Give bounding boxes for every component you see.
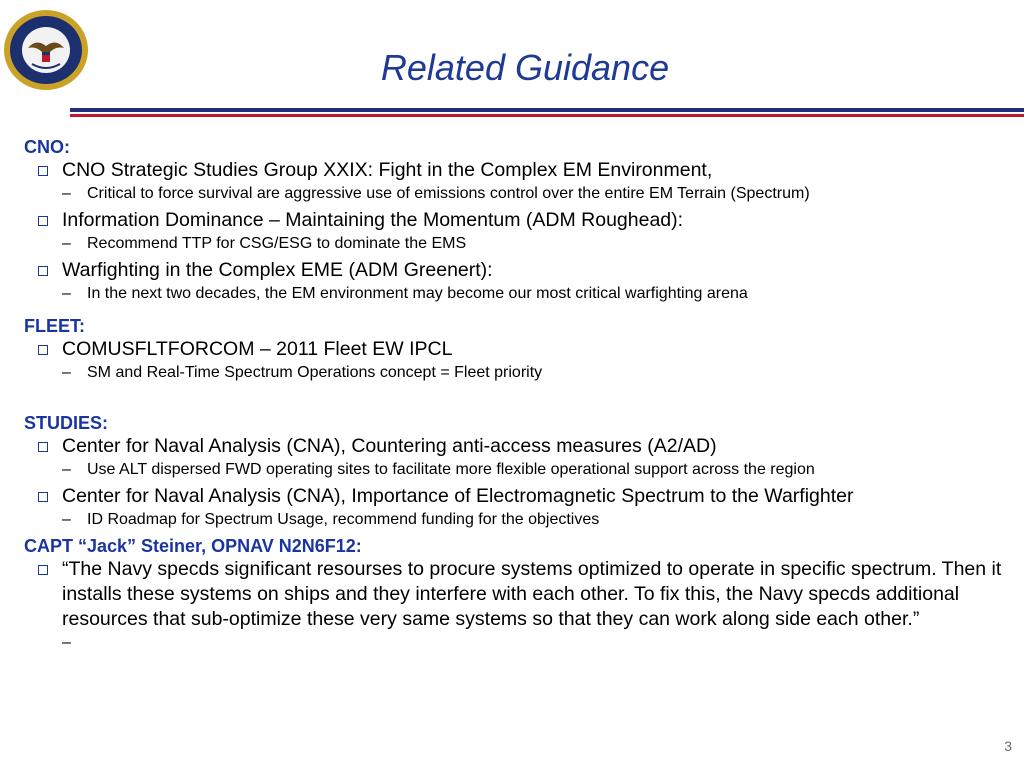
bullet-text: CNO Strategic Studies Group XXIX: Fight in the Complex EM Environment, xyxy=(62,159,713,181)
sub-bullet-text: In the next two decades, the EM environment may become our most critical warfighting arena xyxy=(87,285,748,302)
header-rule-red xyxy=(70,114,1024,117)
header-rule-blue xyxy=(70,108,1024,112)
bullet-item xyxy=(24,557,1014,632)
bullet-text: Information Dominance – Maintaining the Momentum (ADM Roughead): xyxy=(62,209,684,231)
section-heading: CAPT “Jack” Steiner, OPNAV N2N6F12: xyxy=(24,536,362,556)
bullet-text: Center for Naval Analysis (CNA), Countering anti-access measures (A2/AD) xyxy=(62,435,717,457)
bullet-item xyxy=(24,434,1014,459)
dash-bullet-icon: – xyxy=(62,461,71,478)
bullet-item xyxy=(24,484,1014,509)
bullet-item xyxy=(24,158,1014,183)
slide-content xyxy=(24,136,1014,651)
sub-bullet-text: Recommend TTP for CSG/ESG to dominate the EMS xyxy=(87,235,467,252)
section-heading: FLEET: xyxy=(24,316,85,336)
sub-bullet xyxy=(24,509,1014,531)
section-studies xyxy=(24,412,1014,531)
section-fleet xyxy=(24,315,1014,384)
dash-bullet-icon: – xyxy=(62,185,71,202)
hollow-square-bullet-icon xyxy=(38,166,48,176)
dash-bullet-icon: – xyxy=(62,634,71,651)
section-capt-steiner xyxy=(24,535,1014,651)
dash-bullet-icon: – xyxy=(62,364,71,381)
dash-bullet-icon: – xyxy=(62,511,71,528)
bullet-item xyxy=(24,208,1014,233)
section-heading: CNO: xyxy=(24,137,70,157)
page-number: 3 xyxy=(1004,738,1012,754)
hollow-square-bullet-icon xyxy=(38,345,48,355)
sub-bullet xyxy=(24,283,1014,305)
bullet-text: COMUSFLTFORCOM – 2011 Fleet EW IPCL xyxy=(62,338,453,360)
bullet-item xyxy=(24,337,1014,362)
sub-bullet-text: SM and Real-Time Spectrum Operations concept = Fleet priority xyxy=(87,364,543,381)
hollow-square-bullet-icon xyxy=(38,492,48,502)
dash-bullet-icon: – xyxy=(62,285,71,302)
sub-bullet-text: Use ALT dispersed FWD operating sites to facilitate more flexible operational support across the region xyxy=(87,461,815,478)
sub-bullet xyxy=(24,362,1014,384)
section-heading: STUDIES: xyxy=(24,413,109,433)
sub-bullet xyxy=(24,233,1014,255)
hollow-square-bullet-icon xyxy=(38,216,48,226)
sub-bullet xyxy=(24,183,1014,205)
bullet-text: Center for Naval Analysis (CNA), Importance of Electromagnetic Spectrum to the Warfighter xyxy=(62,485,854,507)
section-cno xyxy=(24,136,1014,305)
bullet-item xyxy=(24,258,1014,283)
sub-bullet xyxy=(24,459,1014,481)
hollow-square-bullet-icon xyxy=(38,442,48,452)
dash-bullet-icon: – xyxy=(62,235,71,252)
page-title: Related Guidance xyxy=(380,47,670,88)
bullet-text: Warfighting in the Complex EME (ADM Greenert): xyxy=(62,259,493,281)
bullet-text: “The Navy specds significant resourses to procure systems optimized to operate in specific spectrum. Then it installs these systems on ships and they interfere with each other. To fix this, the Navy specds additional resources that sub-optimize these very same systems so that they can work along side each other.” xyxy=(62,558,1002,630)
hollow-square-bullet-icon xyxy=(38,565,48,575)
sub-bullet-text: Critical to force survival are aggressive use of emissions control over the entire EM Terrain (Spectrum) xyxy=(87,185,810,202)
hollow-square-bullet-icon xyxy=(38,266,48,276)
sub-bullet-text: ID Roadmap for Spectrum Usage, recommend funding for the objectives xyxy=(87,511,600,528)
navy-seal-icon xyxy=(2,8,90,92)
